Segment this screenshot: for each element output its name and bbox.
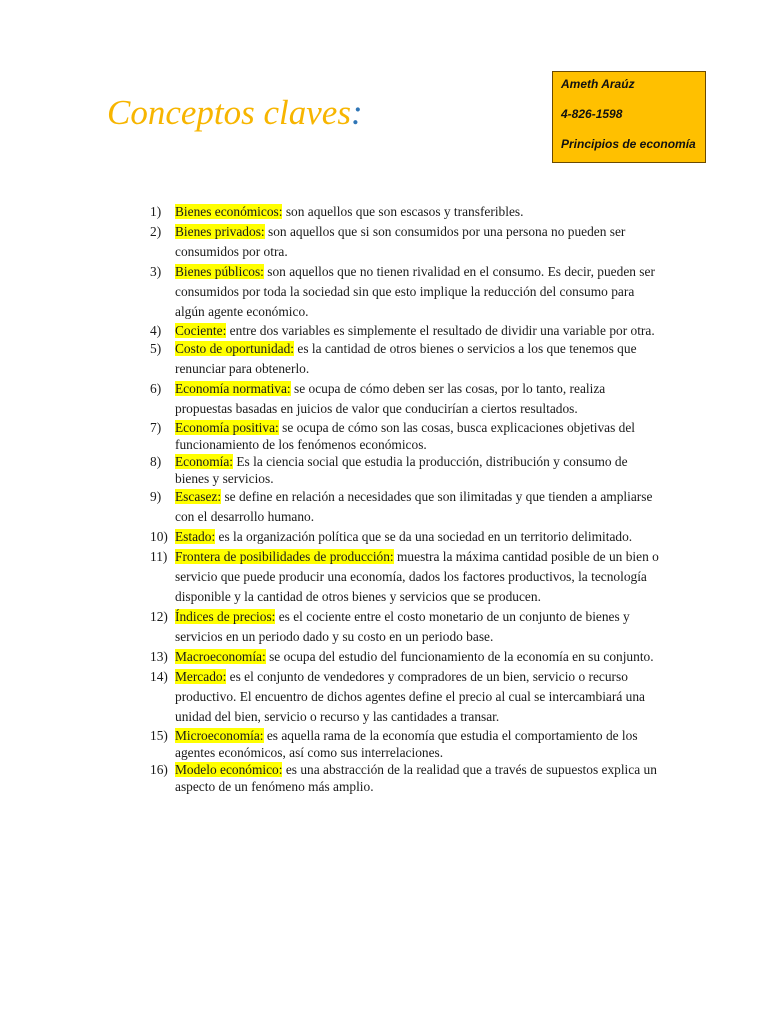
concept-term: Economía:: [175, 454, 234, 469]
concept-definition: son aquellos que no tienen rivalidad en el consumo. Es decir, pueden ser consumidos por toda la sociedad sin que esto implique la reducción del consumo para algún agente económico.: [175, 264, 655, 319]
concept-number: 4): [150, 323, 162, 338]
author-id: 4-826-1598: [561, 107, 623, 121]
concept-number: 9): [150, 489, 162, 504]
concept-definition: se ocupa de cómo son las cosas, busca explicaciones objetivas del funcionamiento de los fenómenos económicos.: [175, 420, 635, 452]
concept-term: Macroeconomía:: [175, 649, 266, 664]
concept-number: 13): [150, 649, 168, 664]
concept-term: Escasez:: [175, 489, 222, 504]
concept-number: 8): [150, 454, 162, 469]
concept-definition: es la organización política que se da una sociedad en un territorio delimitado.: [215, 529, 633, 544]
concept-definition: es aquella rama de la economía que estudia el comportamiento de los agentes económicos, así como sus interrelaciones.: [175, 728, 638, 760]
concept-number: 1): [150, 204, 162, 219]
concept-definition: muestra la máxima cantidad posible de un bien o servicio que puede producir una economía, dados los factores productivos, la tecnología disponible y la cantidad de otros bienes y servicios que se producen.: [175, 549, 659, 604]
concept-number: 7): [150, 420, 162, 435]
concept-item: [150, 379, 665, 419]
concept-definition: son aquellos que son escasos y transferibles.: [282, 204, 524, 219]
concept-item: [150, 547, 665, 607]
page-title: [107, 93, 363, 133]
concept-number: 2): [150, 224, 162, 239]
concept-definition: es la cantidad de otros bienes o servicios a los que tenemos que renunciar para obtenerlo.: [175, 341, 637, 376]
concept-number: 11): [150, 549, 168, 564]
concept-list: [150, 202, 665, 795]
author-name: Ameth Araúz: [561, 77, 635, 91]
concept-definition: es el cociente entre el costo monetario de un conjunto de bienes y servicios en un periodo dado y su costo en un periodo base.: [175, 609, 630, 644]
concept-definition: es el conjunto de vendedores y compradores de un bien, servicio o recurso productivo. El encuentro de dichos agentes define el precio al cual se intercambiará una unidad del bien, servicio o recurso y las cantidades a transar.: [175, 669, 645, 724]
concept-term: Modelo económico:: [175, 762, 283, 777]
concept-item: [150, 262, 665, 322]
concept-item: [150, 322, 665, 339]
concept-term: Frontera de posibilidades de producción:: [175, 549, 394, 564]
author-info-box: [552, 71, 706, 163]
concept-number: 6): [150, 381, 162, 396]
concept-item: [150, 527, 665, 547]
concept-term: Microeconomía:: [175, 728, 264, 743]
concept-item: [150, 667, 665, 727]
concept-item: [150, 419, 665, 453]
concept-item: [150, 727, 665, 761]
concept-definition: se define en relación a necesidades que son ilimitadas y que tienden a ampliarse con el desarrollo humano.: [175, 489, 653, 524]
concept-number: 12): [150, 609, 168, 624]
concept-term: Bienes públicos:: [175, 264, 264, 279]
concept-definition: Es la ciencia social que estudia la producción, distribución y consumo de bienes y servicios.: [175, 454, 628, 486]
concept-item: [150, 607, 665, 647]
concept-number: 16): [150, 762, 168, 777]
concept-term: Costo de oportunidad:: [175, 341, 295, 356]
page-title-text: Conceptos claves: [107, 93, 351, 132]
page-title-colon: :: [350, 93, 363, 132]
concept-item: [150, 222, 665, 262]
concept-term: Bienes económicos:: [175, 204, 283, 219]
concept-item: [150, 453, 665, 487]
concept-term: Economía positiva:: [175, 420, 279, 435]
concept-definition: es una abstracción de la realidad que a través de supuestos explica un aspecto de un fenómeno más amplio.: [175, 762, 657, 794]
concept-item: [150, 487, 665, 527]
concept-term: Bienes privados:: [175, 224, 265, 239]
course-name: Principios de economía: [561, 137, 696, 151]
concept-definition: son aquellos que si son consumidos por una persona no pueden ser consumidos por otra.: [175, 224, 626, 259]
concept-term: Mercado:: [175, 669, 227, 684]
concept-number: 14): [150, 669, 168, 684]
concept-term: Cociente:: [175, 323, 227, 338]
concept-definition: se ocupa del estudio del funcionamiento de la economía en su conjunto.: [265, 649, 654, 664]
concept-term: Índices de precios:: [175, 609, 276, 624]
concept-item: [150, 339, 665, 379]
concept-item: [150, 202, 665, 222]
concept-number: 15): [150, 728, 168, 743]
concept-definition: se ocupa de cómo deben ser las cosas, por lo tanto, realiza propuestas basadas en juicios de valor que conducirían a ciertos resultados.: [175, 381, 606, 416]
concept-item: [150, 761, 665, 795]
concept-number: 10): [150, 529, 168, 544]
concept-term: Estado:: [175, 529, 216, 544]
concept-term: Economía normativa:: [175, 381, 291, 396]
concept-definition: entre dos variables es simplemente el resultado de dividir una variable por otra.: [226, 323, 655, 338]
concept-item: [150, 647, 665, 667]
concept-number: 5): [150, 341, 162, 356]
concept-number: 3): [150, 264, 162, 279]
